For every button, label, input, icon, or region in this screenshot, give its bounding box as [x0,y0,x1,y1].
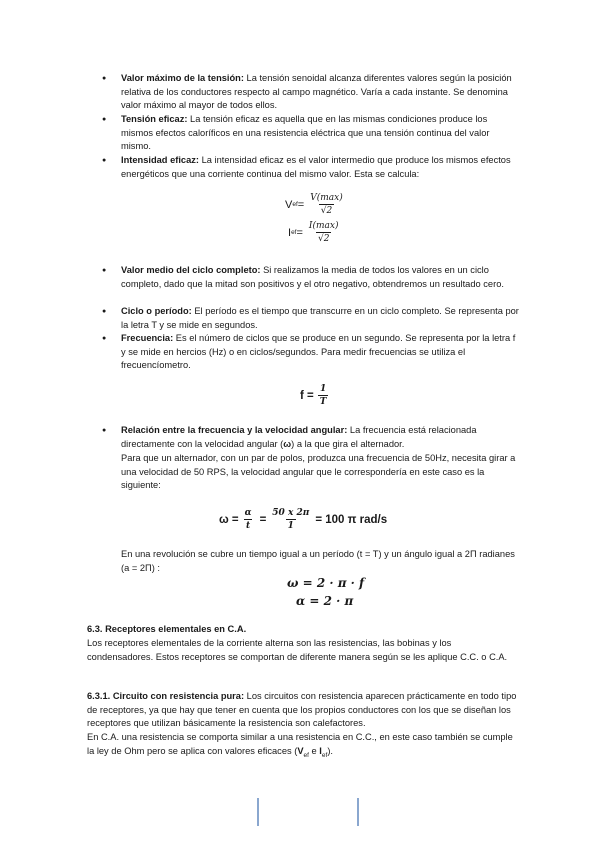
formula-lhs: f = [300,389,314,402]
definition: El período es el tiempo que transcurre en un ciclo completo. Se representa por la letra T y se mide en segundos. [121,306,519,330]
term: Relación entre la frecuencia y la velocidad angular: [121,425,348,435]
formula-eq: = [297,198,305,211]
term: Tensión eficaz: [121,114,188,124]
fraction [308,193,345,216]
section-6-3-1-text2a: En C.A. una resistencia se comporta similar a una resistencia en C.C., en este caso también se cumple la ley de Ohm pero se aplica con valores eficaces ( [87,732,513,756]
definition-a: La frecuencia está relacionada directamente con la velocidad angular ( [121,425,477,449]
definition-b: ) a la que gira el alternador. [291,438,405,449]
v-sub: ef [303,751,309,759]
formula-omega-2pif: ω = 2 · π · f [287,576,365,590]
formula-alpha-2pi: α = 2 · π [296,594,354,608]
definition: La tensión eficaz es aquella que en las mismas condiciones produce los mismos efectos caloríficos en una resistencia eléctrica que una tensión continua del valor mismo. [121,114,490,152]
footer-bar-right [357,798,359,826]
formula-frecuencia [300,384,328,407]
v-symbol: V [297,745,304,756]
formula-ief [288,221,340,244]
formula-sub: ef [292,201,298,208]
formula-lhs: V [285,198,293,211]
formula-omega [219,508,387,531]
denominator: √2 [317,234,330,244]
section-6-3-1-text: Los circuitos con resistencia aparecen prácticamente en todo tipo de receptores, ya que hay que tener en cuenta que los propios conductores con los que se diseñan los receptores que utilizan básicamente la resistencia son calefactores. [87,691,517,729]
bullet-ciclo-periodo [121,305,521,332]
term: Intensidad eficaz: [121,155,200,165]
bullet-valor-medio [121,264,521,291]
numerator: 50 x 2π [272,508,310,518]
fraction [318,384,329,407]
fraction [307,221,341,244]
term: Valor medio del ciclo completo: [121,265,261,275]
formula-lhs: ω = [219,513,239,526]
definition: La tensión senoidal alcanza diferentes valores según la posición relativa de los conductores respecto al campo magnético. Varía a cada instante. Se denomina valor máximo al mayor de todos ellos. [121,73,512,111]
section-6-3-1-text2b: ). [327,745,333,756]
i-symbol: I [319,745,322,756]
bullet-relacion [121,424,521,451]
denominator: 1 [287,521,294,531]
formula-lhs: I [288,226,292,239]
term: Frecuencia: [121,333,174,343]
formula-rhs: = 100 π rad/s [315,513,388,526]
denominator: √2 [320,206,333,216]
definition: Si realizamos la media de todos los valores en un ciclo completo, dado que la mitad son positivos y el otro negativo, obtendremos un resultado cero. [121,265,504,289]
formula-eq: = [259,513,267,526]
definition: La intensidad eficaz es el valor intermedio que produce los mismos efectos energéticos que una corriente continua del mismo valor. Esta se calcula: [121,155,511,179]
omega-symbol: ω [283,438,292,449]
bullet-frecuencia [121,332,521,373]
i-sub: ef [321,751,328,759]
bullet-valor-maximo [121,72,521,113]
fraction-alpha-t [243,508,254,531]
section-6-3-1 [87,690,517,763]
bullet-tension-eficaz [121,113,521,154]
section-heading-6-3: 6.3. Receptores elementales en C.A. [87,624,247,634]
footer-bar-left [257,798,259,826]
definition: Es el número de ciclos que se produce en un segundo. Se representa por la letra f y se mide en hercios (Hz) o en ciclos/segundos. Para medir frecuencias se utiliza el frecuencíometro. [121,333,516,371]
paragraph-revolucion: En una revolución se cubre un tiempo igual a un período (t = T) y un ángulo igual a 2Π radianes (a = 2Π) : [121,549,515,573]
and-word: e [308,745,320,756]
denominator: t [246,521,251,531]
bullet-intensidad-eficaz [121,154,521,181]
paragraph-alternador: Para que un alternador, con un par de polos, produzca una frecuencia de 50Hz, necesita girar a una velocidad de 50 RPS, la velocidad angular que le correspondería en este caso es la siguiente: [121,453,516,491]
formula-vef [285,193,345,216]
numerator: V(max) [310,193,343,203]
denominator: T [319,397,327,407]
numerator: α [244,508,252,518]
section-heading-6-3-1: 6.3.1. Circuito con resistencia pura: [87,691,245,701]
formula-eq: = [296,226,303,239]
term: Ciclo o período: [121,306,192,316]
numerator: 1 [319,384,327,394]
term: Valor máximo de la tensión: [121,73,244,83]
fraction-50-2pi [270,508,311,531]
numerator: I(max) [308,221,339,231]
formula-sub: ef [291,229,297,236]
section-6-3-text: Los receptores elementales de la corriente alterna son las resistencias, las bobinas y los condensadores. Estos receptores se comportan de diferente manera según se les aplique C.C. o C.A. [87,638,508,662]
